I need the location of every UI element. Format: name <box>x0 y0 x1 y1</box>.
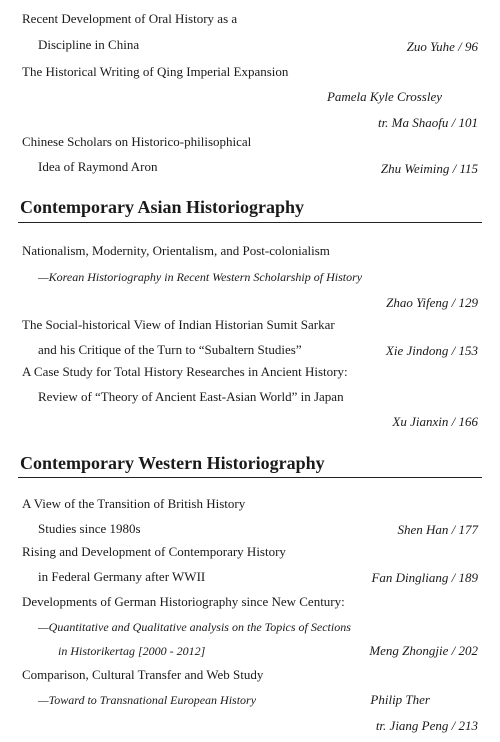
entry-author-page: Zuo Yuhe / 96 <box>406 39 478 54</box>
entry-author: Pamela Kyle Crossley <box>326 89 442 104</box>
entry-title: Rising and Development of Contemporary History <box>22 544 286 559</box>
section-divider <box>18 222 482 223</box>
entry-title: Recent Development of Oral History as a <box>22 11 238 26</box>
entry-author: Philip Ther <box>370 692 430 707</box>
entry-author-page: Zhao Yifeng / 129 <box>386 295 478 310</box>
entry-title: A Case Study for Total History Researches in Ancient History: <box>22 364 348 379</box>
entry-subtitle: —Toward to Transnational European History <box>38 693 257 707</box>
entry-title: in Federal Germany after WWII <box>38 569 206 584</box>
section-heading-western: Contemporary Western Historiography <box>20 453 325 473</box>
entry-title: The Historical Writing of Qing Imperial Expansion <box>22 64 289 79</box>
entry-subtitle: —Korean Historiography in Recent Western Scholarship of History <box>38 270 363 284</box>
entry-title: Nationalism, Modernity, Orientalism, and Post-colonialism <box>22 243 330 258</box>
entry-title: Discipline in China <box>38 37 140 52</box>
entry-author-page: Xu Jianxin / 166 <box>392 414 478 429</box>
entry-subtitle: in Historikertag [2000 - 2012] <box>58 644 206 658</box>
entry-title: Studies since 1980s <box>38 521 141 536</box>
entry-title: Comparison, Cultural Transfer and Web Study <box>22 667 264 682</box>
entry-author-page: Fan Dingliang / 189 <box>371 570 478 585</box>
entry-title: Developments of German Historiography since New Century: <box>22 594 345 609</box>
entry-title: A View of the Transition of British History <box>22 496 246 511</box>
entry-title: Idea of Raymond Aron <box>38 159 158 174</box>
entry-author-page: Zhu Weiming / 115 <box>380 161 478 176</box>
entry-title: Review of “Theory of Ancient East-Asian World” in Japan <box>38 389 344 404</box>
entry-subtitle: —Quantitative and Qualitative analysis on the Topics of Sections <box>38 620 351 634</box>
section-divider <box>18 477 482 478</box>
entry-author-page: Shen Han / 177 <box>397 522 478 537</box>
entry-title: The Social-historical View of Indian Historian Sumit Sarkar <box>22 317 335 332</box>
entry-translator-page: tr. Ma Shaofu / 101 <box>377 115 478 130</box>
entry-translator-page: tr. Jiang Peng / 213 <box>375 718 478 733</box>
entry-author-page: Xie Jindong / 153 <box>385 343 478 358</box>
entry-title: and his Critique of the Turn to “Subaltern Studies” <box>38 342 302 357</box>
entry-author-page: Meng Zhongjie / 202 <box>369 643 478 658</box>
entry-title: Chinese Scholars on Historico-philisophical <box>22 134 252 149</box>
section-heading-asian: Contemporary Asian Historiography <box>20 197 305 217</box>
